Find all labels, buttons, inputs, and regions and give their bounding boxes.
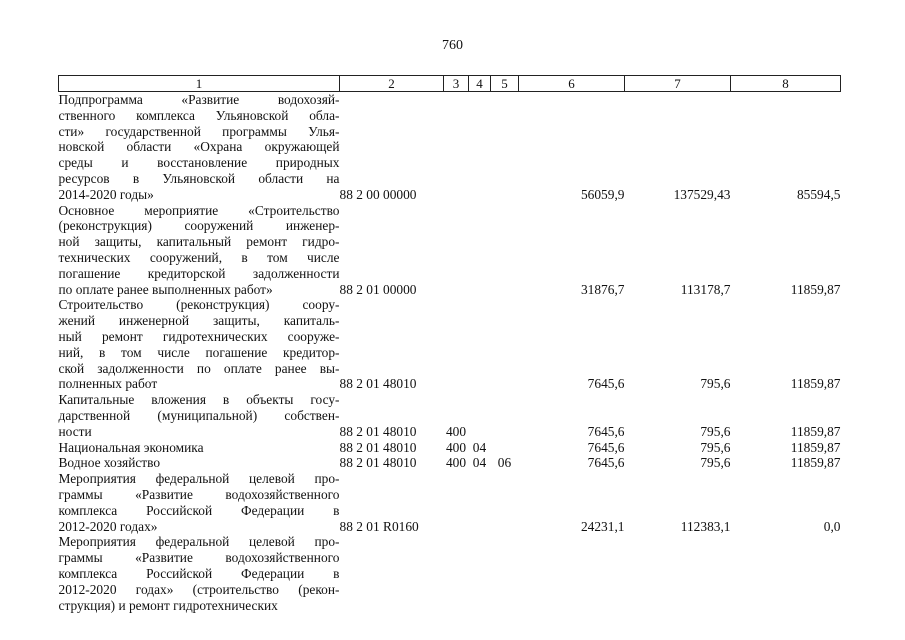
table-row: [59, 440, 841, 456]
header-col-8: 8: [731, 76, 841, 92]
row-name-line: Мероприятия федеральной целевой про-: [58, 471, 340, 487]
row-code-cell: 88 2 01 00000: [339, 281, 417, 297]
row-section-cell: [444, 203, 469, 298]
row-name-line: комплекса Российской Федерации в: [58, 502, 340, 518]
row-value-8-cell: 11859,87: [790, 423, 841, 439]
row-name-line: комплекса Российской Федерации в: [58, 565, 340, 581]
row-subsection-cell: [469, 92, 491, 203]
row-value-8-cell: [731, 534, 841, 613]
header-col-7: 7: [625, 76, 731, 92]
row-name-line: ственного комплекса Ульяновской обла-: [58, 107, 340, 123]
header-col-5: 5: [491, 76, 519, 92]
row-name-line: Водное хозяйство: [58, 455, 161, 471]
row-item-cell: [491, 297, 519, 392]
header-col-6: 6: [519, 76, 625, 92]
row-value-6-cell: 56059,9: [580, 186, 625, 202]
table-row: [59, 203, 841, 298]
row-value-7-cell: 795,6: [700, 376, 731, 392]
row-subsection-cell: [469, 297, 491, 392]
row-subsection-cell: [469, 471, 491, 534]
row-item-cell: [491, 203, 519, 298]
row-value-6-cell: 7645,6: [587, 423, 625, 439]
row-code-cell: 88 2 01 48010: [339, 376, 417, 392]
table-row: [59, 471, 841, 534]
row-item-cell: 06: [497, 455, 512, 471]
row-section-cell: 400: [445, 455, 467, 471]
table-row: [59, 534, 841, 613]
table-row: [59, 392, 841, 439]
row-name-line: погашение кредиторской задолженности: [58, 265, 340, 281]
page-number: 760: [442, 38, 463, 53]
row-value-6-cell: 24231,1: [580, 518, 625, 534]
row-value-7-cell: 137529,43: [673, 186, 731, 202]
row-name-cell: [59, 440, 340, 456]
row-item-cell: [491, 471, 519, 534]
header-col-1: 1: [59, 76, 340, 92]
row-name-line: среды и восстановление природных: [58, 155, 340, 171]
row-name-cell: [59, 455, 340, 471]
row-subsection-cell: [469, 534, 491, 613]
row-name-cell: [59, 297, 340, 392]
row-value-8-cell: 11859,87: [790, 376, 841, 392]
row-value-8-cell: 11859,87: [790, 281, 841, 297]
row-name-cell: [59, 534, 340, 613]
table-body: [59, 92, 841, 614]
row-name-line: ной защиты, капитальный ремонт гидро-: [58, 234, 340, 250]
row-section-cell: 400: [445, 439, 467, 455]
row-code-cell: 88 2 01 48010: [339, 439, 417, 455]
row-code-cell: 88 2 00 00000: [339, 186, 417, 202]
row-name-line: новской области «Охрана окружающей: [58, 139, 340, 155]
row-value-8-cell: 0,0: [823, 518, 841, 534]
row-name-line: ний, в том числе погашение кредитор-: [58, 344, 340, 360]
row-value-8-cell: 85594,5: [796, 186, 841, 202]
row-subsection-cell: 04: [472, 455, 487, 471]
row-name-line: Национальная экономика: [58, 439, 204, 455]
table-row: [59, 92, 841, 203]
row-value-6-cell: 7645,6: [587, 439, 625, 455]
row-value-6-cell: 7645,6: [587, 376, 625, 392]
row-name-line: сти» государственной программы Улья-: [58, 123, 340, 139]
row-name-line: ской задолженности по оплате ранее вы-: [58, 360, 340, 376]
row-name-line: жений инженерной защиты, капиталь-: [58, 313, 340, 329]
row-name-cell: [59, 392, 340, 439]
row-name-line: 2012-2020 годах»: [58, 518, 158, 534]
row-section-cell: [444, 534, 469, 613]
table-header-row: [59, 76, 841, 92]
row-section-cell: [444, 471, 469, 534]
row-subsection-cell: [469, 392, 491, 439]
row-value-6-cell: 31876,7: [580, 281, 625, 297]
row-name-line: по оплате ранее выполненных работ»: [58, 281, 273, 297]
row-name-line: Строительство (реконструкция) соору-: [58, 297, 340, 313]
row-name-cell: [59, 92, 340, 203]
row-section-cell: [444, 297, 469, 392]
row-value-6-cell: [519, 534, 625, 613]
row-name-line: технических сооружений, в том числе: [58, 249, 340, 265]
row-value-8-cell: 11859,87: [790, 455, 841, 471]
row-name-line: Подпрограмма «Развитие водохозяй-: [58, 92, 340, 107]
row-value-7-cell: 795,6: [700, 455, 731, 471]
row-name-cell: [59, 203, 340, 298]
row-item-cell: [491, 92, 519, 203]
row-name-line: ресурсов в Ульяновской области на: [58, 170, 340, 186]
row-name-line: 2012-2020 годах» (строительство (рекон-: [58, 581, 340, 597]
row-item-cell: [491, 440, 519, 456]
header-col-4: 4: [469, 76, 491, 92]
table-row: [59, 455, 841, 471]
row-value-7-cell: [625, 534, 731, 613]
row-name-line: (реконструкция) сооружений инженер-: [58, 218, 340, 234]
row-value-7-cell: 795,6: [700, 423, 731, 439]
row-name-line: граммы «Развитие водохозяйственного: [58, 486, 340, 502]
row-value-6-cell: 7645,6: [587, 455, 625, 471]
header-col-3: 3: [444, 76, 469, 92]
row-item-cell: [491, 534, 519, 613]
row-name-line: полненных работ: [58, 376, 158, 392]
row-section-cell: 400: [445, 423, 467, 439]
row-name-line: дарственной (муниципальной) собствен-: [58, 407, 340, 423]
row-value-7-cell: 113178,7: [680, 281, 731, 297]
row-item-cell: [491, 392, 519, 439]
row-name-line: Капитальные вложения в объекты госу-: [58, 392, 340, 408]
row-code-cell: 88 2 01 48010: [339, 423, 417, 439]
row-name-line: граммы «Развитие водохозяйственного: [58, 550, 340, 566]
row-name-line: ный ремонт гидротехнических сооруже-: [58, 328, 340, 344]
row-name-line: струкция) и ремонт гидротехнических: [58, 597, 278, 613]
row-name-line: Основное мероприятие «Строительство: [58, 202, 340, 218]
row-subsection-cell: 04: [472, 439, 487, 455]
row-section-cell: [444, 92, 469, 203]
row-code-cell: 88 2 01 R0160: [339, 518, 419, 534]
row-code-cell: 88 2 01 48010: [339, 455, 417, 471]
row-subsection-cell: [469, 203, 491, 298]
row-value-7-cell: 795,6: [700, 439, 731, 455]
row-name-line: ности: [58, 423, 92, 439]
row-code-cell: [340, 534, 444, 613]
row-value-8-cell: 11859,87: [790, 439, 841, 455]
row-name-cell: [59, 471, 340, 534]
header-col-2: 2: [340, 76, 444, 92]
budget-table: [58, 75, 841, 613]
row-value-7-cell: 112383,1: [680, 518, 731, 534]
row-name-line: 2014-2020 годы»: [58, 186, 154, 202]
table-row: [59, 297, 841, 392]
row-name-line: Мероприятия федеральной целевой про-: [58, 534, 340, 550]
